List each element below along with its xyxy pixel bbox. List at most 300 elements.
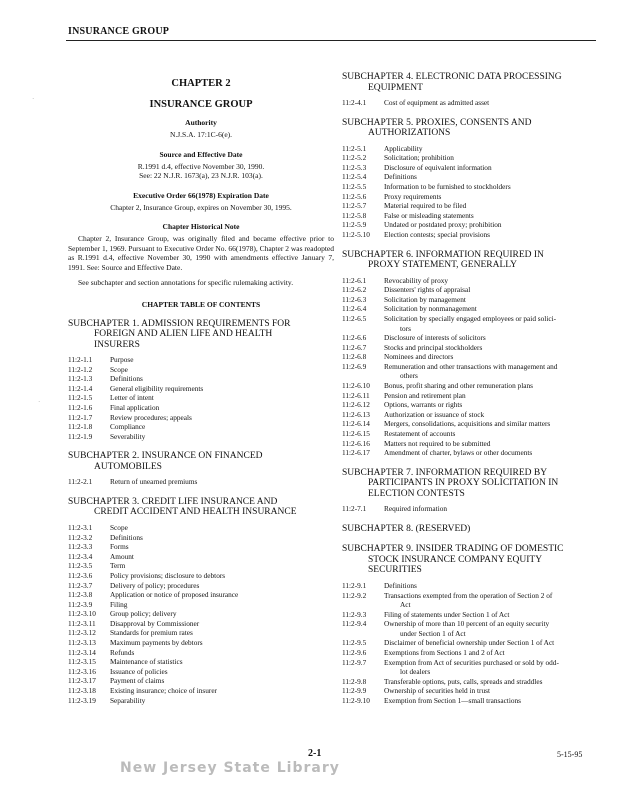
section-title [384, 333, 598, 343]
chapter-number: CHAPTER 2 [171, 78, 231, 89]
section-title-text: Definitions [110, 374, 143, 384]
toc-entry [342, 686, 598, 696]
section-title [110, 523, 334, 533]
toc-entry [68, 581, 334, 591]
section-title [110, 477, 334, 487]
section-title [110, 542, 334, 552]
section-title-text: Ownership of securities held in trust [384, 686, 490, 696]
section-title [384, 230, 598, 240]
section-number: 11:2-9.4 [342, 619, 367, 629]
subchapter-block [342, 72, 598, 108]
subchapter-block [68, 319, 334, 442]
toc-entry [342, 172, 598, 182]
section-number: 11:2-3.2 [68, 532, 93, 542]
subchapter-title-line: PROXY STATEMENT, GENERALLY [368, 260, 517, 271]
section-title-text: Transferable options, puts, calls, spreads and straddles [384, 676, 543, 686]
section-title [384, 163, 598, 173]
section-title [110, 619, 334, 629]
section-title-text: Solicitation by management [384, 294, 466, 304]
subchapter-title [342, 524, 598, 535]
section-title-text: Required information [384, 504, 448, 514]
section-number: 11:2-1.8 [68, 422, 93, 432]
section-title [384, 658, 598, 677]
left-toc [68, 319, 334, 706]
subchapter-title-line: AUTOMOBILES [94, 461, 162, 472]
section-title-text: Disclosure of equivalent information [384, 162, 492, 172]
section-title-text: Maintenance of statistics [110, 657, 183, 667]
section-title [384, 638, 598, 648]
section-number: 11:2-1.6 [68, 402, 93, 412]
toc-entry [68, 619, 334, 629]
section-title [384, 429, 598, 439]
toc-entry [68, 696, 334, 706]
section-number: 11:2-3.16 [68, 666, 96, 676]
section-title [384, 419, 598, 429]
section-title [110, 638, 334, 648]
section-number: 11:2-3.4 [68, 551, 93, 561]
subchapter-title-line: SUBCHAPTER 4. ELECTRONIC DATA PROCESSING [342, 72, 562, 82]
historical-note-text: Chapter 2, Insurance Group, was originally filed and became effective prior to September 1, 1969. Pursuant to Executive Order No. 66(1978), Chapter 2 was readopted as R.1991 d.4, effective November 30, 1990 with amendments effective January 7, 1991. See: Source and Effective Date. [68, 234, 334, 272]
section-title [384, 98, 598, 108]
section-title [384, 276, 598, 286]
section-title [384, 285, 598, 295]
revision-date: 5-15-95 [557, 750, 583, 759]
section-title [110, 384, 334, 394]
section-number: 11:2-3.15 [68, 657, 96, 667]
chapter-title: INSURANCE GROUP [149, 99, 253, 110]
section-number: 11:2-6.9 [342, 361, 367, 371]
authority-text: N.J.S.A. 17:1C-6(e). [169, 130, 233, 139]
subchapter-title-line: STOCK INSURANCE COMPANY EQUITY [368, 554, 543, 565]
section-number: 11:2-3.9 [68, 599, 93, 609]
subchapter-title-line: SUBCHAPTER 7. INFORMATION REQUIRED BY [342, 467, 548, 478]
section-title [384, 439, 598, 449]
toc-entry [342, 504, 598, 514]
section-title-text: Disapproval by Commissioner [110, 618, 200, 628]
section-number: 11:2-9.1 [342, 580, 367, 590]
subchapter-title [342, 544, 598, 576]
subchapter-title [68, 497, 334, 518]
section-title [384, 448, 598, 458]
section-number: 11:2-9.3 [342, 609, 367, 619]
section-title [110, 432, 334, 442]
section-title [110, 686, 334, 696]
toc-entry [68, 648, 334, 658]
toc-entry [342, 400, 598, 410]
section-title [384, 352, 598, 362]
section-title [110, 676, 334, 686]
section-number: 11:2-1.4 [68, 383, 93, 393]
section-title-text: Refunds [110, 647, 135, 657]
section-title [384, 581, 598, 591]
toc-entry [342, 144, 598, 154]
toc-entry [68, 600, 334, 610]
subchapter-title-line: FOREIGN AND ALIEN LIFE AND HEALTH [94, 329, 273, 339]
section-title [384, 314, 598, 333]
section-title-text: Definitions [384, 580, 417, 590]
toc-entry [342, 410, 598, 420]
section-title-text: Term [110, 561, 126, 571]
subchapter-block [342, 524, 598, 535]
section-number: 11:2-5.7 [342, 201, 367, 211]
toc-entry [342, 696, 598, 706]
section-number: 11:2-6.1 [342, 275, 367, 285]
section-title-text: Revocability of proxy [384, 275, 449, 285]
subchapter-title-line: INSURERS [94, 339, 140, 350]
section-number: 11:2-9.6 [342, 648, 367, 658]
section-title-continuation: others [400, 371, 418, 381]
toc-entry [342, 153, 598, 163]
section-title [110, 561, 334, 571]
section-title-text: Existing insurance; choice of insurer [110, 686, 217, 696]
section-title-text: Delivery of policy; procedures [110, 580, 200, 590]
toc-entry [68, 561, 334, 571]
section-title-text: Issuance of policies [110, 666, 168, 676]
section-title [384, 686, 598, 696]
section-title-text: Scope [110, 522, 128, 532]
section-number: 11:2-9.2 [342, 590, 367, 600]
section-title-text: Remuneration and other transactions with management and [384, 361, 558, 371]
section-number: 11:2-3.8 [68, 590, 93, 600]
toc-entry [68, 432, 334, 442]
source-line: See: 22 N.J.R. 1673(a), 23 N.J.R. 103(a). [139, 171, 263, 180]
section-title-text: Solicitation by nonmanagement [384, 304, 477, 314]
subchapter-title [68, 319, 334, 351]
section-title [110, 355, 334, 365]
section-title-text: Definitions [384, 172, 417, 182]
section-number: 11:2-9.8 [342, 676, 367, 686]
section-title [384, 410, 598, 420]
header-rule [66, 40, 596, 41]
section-title [110, 609, 334, 619]
section-title-text: Dissenters' rights of appraisal [384, 285, 471, 295]
margin-mark: · [38, 398, 41, 406]
subchapter-title-line: SUBCHAPTER 1. ADMISSION REQUIREMENTS FOR [68, 318, 291, 329]
section-title-text: General eligibility requirements [110, 383, 204, 393]
section-title [110, 590, 334, 600]
toc-entry [68, 609, 334, 619]
section-number: 11:2-3.14 [68, 647, 96, 657]
subchapter-title-line: SUBCHAPTER 3. CREDIT LIFE INSURANCE AND [68, 496, 278, 507]
section-title [384, 400, 598, 410]
toc-entry [68, 571, 334, 581]
section-number: 11:2-5.5 [342, 181, 367, 191]
section-title [110, 533, 334, 543]
section-number: 11:2-3.10 [68, 609, 96, 619]
toc-entry [342, 211, 598, 221]
toc-entry [68, 552, 334, 562]
toc-entry [68, 686, 334, 696]
section-title-text: Solicitation; prohibition [384, 153, 454, 163]
toc-entry [68, 413, 334, 423]
section-title-text: Authorization or issuance of stock [384, 409, 485, 419]
subchapter-title-line: SUBCHAPTER 9. INSIDER TRADING OF DOMESTIC [342, 544, 564, 555]
section-number: 11:2-3.3 [68, 542, 93, 552]
toc-entry [68, 590, 334, 600]
section-title-text: Review procedures; appeals [110, 412, 192, 422]
section-number: 11:2-3.1 [68, 522, 93, 532]
section-number: 11:2-1.2 [68, 364, 93, 374]
section-title-text: Restatement of accounts [384, 429, 456, 439]
toc-entry [342, 638, 598, 648]
section-title-text: Matters not required to be submitted [384, 438, 491, 448]
section-number: 11:2-5.1 [342, 143, 367, 153]
section-title [110, 628, 334, 638]
section-title [384, 677, 598, 687]
annotation-note: See subchapter and section annotations for specific rulemaking activity. [78, 278, 294, 287]
section-number: 11:2-6.5 [342, 313, 367, 323]
subchapter-block [342, 544, 598, 705]
section-number: 11:2-6.7 [342, 342, 367, 352]
section-title [384, 648, 598, 658]
subchapter-title-line: PARTICIPANTS IN PROXY SOLICITATION IN [368, 478, 559, 489]
section-title [384, 381, 598, 391]
section-number: 11:2-2.1 [68, 477, 93, 487]
page-number: 2-1 [308, 748, 322, 759]
toc-entry [342, 677, 598, 687]
section-number: 11:2-6.12 [342, 400, 370, 410]
subchapter-block [342, 250, 598, 458]
subchapter-block [342, 118, 598, 240]
section-number: 11:2-9.5 [342, 638, 367, 648]
section-title [384, 211, 598, 221]
section-number: 11:2-1.7 [68, 412, 93, 422]
section-number: 11:2-3.5 [68, 561, 93, 571]
section-title-text: Return of unearned premiums [110, 477, 198, 487]
toc-entry [68, 533, 334, 543]
section-number: 11:2-6.14 [342, 419, 370, 429]
section-title-text: Stocks and principal stockholders [384, 342, 483, 352]
source-line: R.1991 d.4, effective November 30, 1990. [137, 161, 265, 171]
subchapter-title [68, 451, 334, 472]
section-title [110, 571, 334, 581]
section-title [110, 422, 334, 432]
section-number: 11:2-3.18 [68, 686, 96, 696]
section-title-text: Exemptions from Sections 1 and 2 of Act [384, 648, 505, 658]
toc-entry [68, 374, 334, 384]
section-title-text: Undated or postdated proxy; prohibition [384, 220, 502, 230]
toc-entry [68, 657, 334, 667]
subchapter-block [68, 451, 334, 487]
section-title-text: Filing of statements under Section 1 of Act [384, 609, 510, 619]
toc-entry [342, 448, 598, 458]
toc-entry [68, 384, 334, 394]
section-title [110, 403, 334, 413]
toc-entry [68, 355, 334, 365]
section-title-text: Group policy; delivery [110, 609, 177, 619]
executive-order-heading: Executive Order 66(1978) Expiration Date [133, 190, 269, 200]
section-number: 11:2-6.4 [342, 304, 367, 314]
section-title-text: Proxy requirements [384, 191, 442, 201]
section-title-text: Ownership of more than 10 percent of an equity security [384, 619, 550, 629]
section-number: 11:2-9.10 [342, 696, 370, 706]
section-title [384, 192, 598, 202]
toc-entry [342, 192, 598, 202]
section-number: 11:2-6.2 [342, 285, 367, 295]
section-title-text: Election contests; special provisions [384, 229, 490, 239]
section-title-text: Information to be furnished to stockholders [384, 181, 511, 191]
section-title [384, 182, 598, 192]
section-title-continuation: under Section 1 of Act [400, 628, 466, 638]
toc-entry [342, 182, 598, 192]
subchapter-title-line: SUBCHAPTER 2. INSURANCE ON FINANCED [68, 451, 263, 462]
section-title-text: Transactions exempted from the operation of Section 2 of [384, 590, 553, 600]
section-title-text: Solicitation by specially engaged employees or paid solici- [384, 313, 557, 323]
section-title [384, 619, 598, 638]
section-title-text: Forms [110, 542, 129, 552]
section-title [110, 552, 334, 562]
subchapter-title-line: EQUIPMENT [368, 82, 423, 93]
section-title [384, 295, 598, 305]
toc-entry [342, 648, 598, 658]
section-title [384, 201, 598, 211]
toc-entry [68, 477, 334, 487]
section-title [110, 393, 334, 403]
toc-entry [342, 285, 598, 295]
section-title [384, 591, 598, 610]
section-title [384, 362, 598, 381]
section-number: 11:2-3.13 [68, 638, 96, 648]
section-title [110, 696, 334, 706]
section-title-continuation: Act [400, 600, 411, 610]
section-number: 11:2-1.9 [68, 431, 93, 441]
library-stamp: New Jersey State Library [120, 760, 340, 776]
subchapter-title-line: AUTHORIZATIONS [368, 128, 451, 139]
section-title-text: Compliance [110, 422, 146, 432]
section-title-text: Options, warrants or rights [384, 400, 463, 410]
section-title-text: Material required to be filed [384, 201, 467, 211]
section-title [110, 413, 334, 423]
section-number: 11:2-5.8 [342, 210, 367, 220]
section-number: 11:2-3.17 [68, 676, 96, 686]
section-title [384, 220, 598, 230]
toc-entry [342, 201, 598, 211]
section-title [110, 365, 334, 375]
section-title-continuation: lot dealers [400, 667, 431, 677]
toc-entry [68, 667, 334, 677]
section-title-text: Maximum payments by debtors [110, 638, 203, 648]
section-title [110, 657, 334, 667]
right-toc [342, 72, 598, 706]
executive-order-text: Chapter 2, Insurance Group, expires on November 30, 1995. [110, 202, 292, 212]
section-title-text: Purpose [110, 355, 134, 364]
toc-entry [342, 230, 598, 240]
section-title-text: Nominees and directors [384, 352, 454, 362]
section-number: 11:2-1.3 [68, 374, 93, 384]
toc-heading: CHAPTER TABLE OF CONTENTS [141, 299, 261, 309]
section-title [384, 343, 598, 353]
section-number: 11:2-1.5 [68, 393, 93, 403]
section-title-text: Amendment of charter, bylaws or other documents [384, 448, 533, 458]
section-title-text: Bonus, profit sharing and other remuneration plans [384, 381, 533, 391]
subchapter-title-line: SUBCHAPTER 5. PROXIES, CONSENTS AND [342, 117, 532, 128]
toc-entry [68, 638, 334, 648]
section-number: 11:2-3.19 [68, 695, 96, 705]
section-title [110, 600, 334, 610]
subchapter-title-line: CREDIT ACCIDENT AND HEALTH INSURANCE [94, 507, 297, 518]
section-title [110, 648, 334, 658]
toc-entry [342, 352, 598, 362]
running-header: INSURANCE GROUP [68, 26, 170, 37]
section-title [384, 391, 598, 401]
toc-entry [342, 439, 598, 449]
subchapter-title [342, 250, 598, 271]
section-number: 11:2-6.17 [342, 448, 370, 458]
section-title-text: Severability [110, 431, 146, 441]
subchapter-title-line: SUBCHAPTER 8. (RESERVED) [342, 523, 471, 534]
section-number: 11:2-3.6 [68, 570, 93, 580]
section-number: 11:2-6.6 [342, 333, 367, 343]
section-title [384, 153, 598, 163]
section-number: 11:2-5.4 [342, 172, 367, 182]
section-title-text: Filing [110, 599, 128, 609]
toc-entry [68, 403, 334, 413]
toc-entry [68, 422, 334, 432]
section-title-text: Mergers, consolidations, acquisitions and similar matters [384, 419, 551, 429]
toc-entry [342, 429, 598, 439]
subchapter-title [342, 468, 598, 500]
toc-entry [342, 343, 598, 353]
section-number: 11:2-9.7 [342, 657, 367, 667]
section-number: 11:2-3.7 [68, 580, 93, 590]
section-title-text: Exemption from Section 1—small transactions [384, 696, 521, 706]
section-title [110, 374, 334, 384]
right-column [342, 72, 598, 706]
section-title-text: Standards for premium rates [110, 628, 193, 638]
toc-entry [68, 628, 334, 638]
toc-entry [342, 304, 598, 314]
subchapter-title-line: SECURITIES [368, 565, 422, 576]
section-number: 11:2-3.11 [68, 618, 96, 628]
section-title-text: Scope [110, 364, 128, 374]
section-title [384, 696, 598, 706]
section-number: 11:2-1.1 [68, 355, 93, 364]
historical-note-heading: Chapter Historical Note [162, 222, 240, 231]
section-title-text: Letter of intent [110, 393, 154, 403]
authority-heading: Authority [185, 118, 217, 127]
subchapter-block [68, 497, 334, 705]
toc-entry [342, 333, 598, 343]
section-number: 11:2-6.11 [342, 390, 370, 400]
toc-entry [342, 391, 598, 401]
section-title-text: Disclosure of interests of solicitors [384, 333, 486, 343]
section-number: 11:2-5.3 [342, 162, 367, 172]
subchapter-title [342, 72, 598, 93]
section-title-text: False or misleading statements [384, 210, 474, 220]
section-number: 11:2-5.9 [342, 220, 367, 230]
section-title [110, 667, 334, 677]
section-title-text: Payment of claims [110, 676, 165, 686]
subchapter-block [342, 468, 598, 514]
toc-entry [342, 163, 598, 173]
toc-entry [342, 658, 598, 677]
section-number: 11:2-7.1 [342, 504, 367, 514]
section-title [384, 172, 598, 182]
toc-entry [342, 98, 598, 108]
section-title-text: Application or notice of proposed insurance [110, 590, 239, 600]
toc-entry [68, 676, 334, 686]
section-number: 11:2-5.2 [342, 153, 367, 163]
section-number: 11:2-3.12 [68, 628, 96, 638]
section-title [384, 144, 598, 154]
toc-entry [68, 523, 334, 533]
toc-entry [342, 619, 598, 638]
section-title-continuation: tors [400, 323, 411, 333]
toc-entry [342, 610, 598, 620]
section-title-text: Disclaimer of beneficial ownership under Section 1 of Act [384, 638, 555, 648]
section-number: 11:2-5.6 [342, 191, 367, 201]
section-number: 11:2-6.8 [342, 352, 367, 362]
